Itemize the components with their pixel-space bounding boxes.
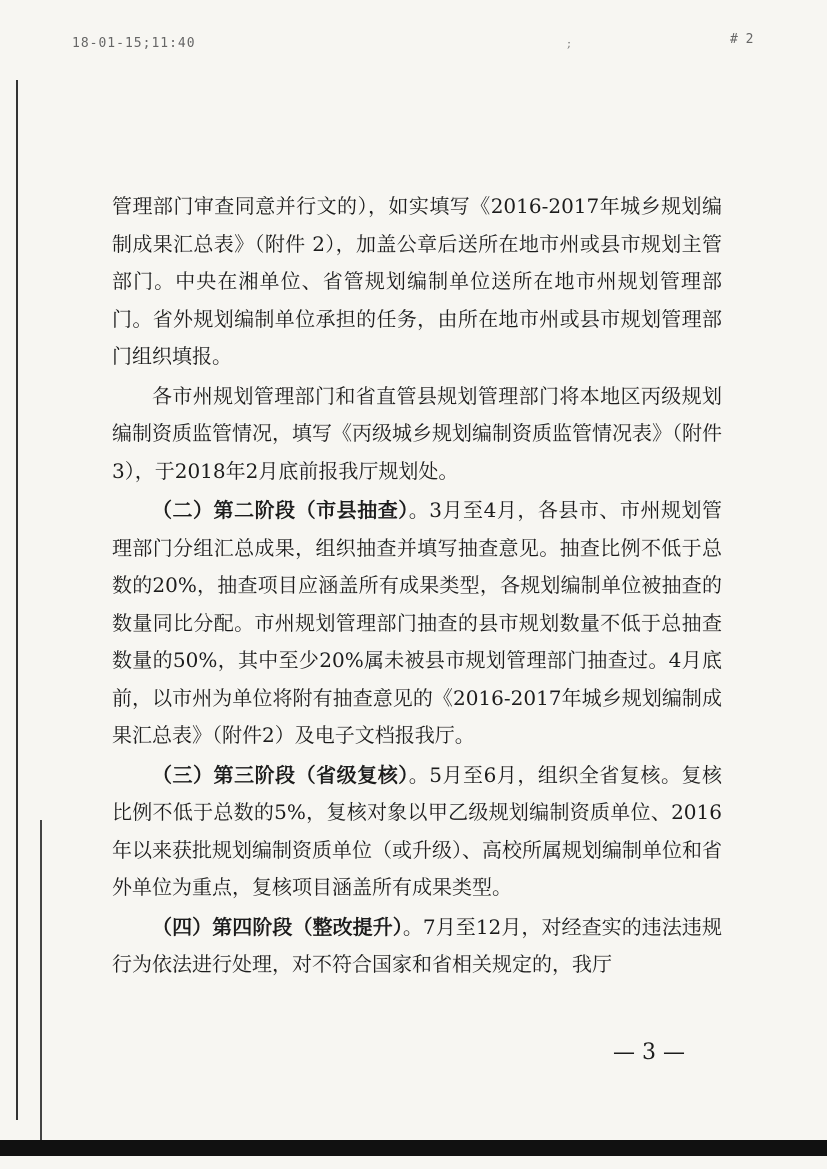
paragraph-city-supervision	[112, 378, 722, 491]
fax-page-marker: # 2	[730, 32, 754, 47]
paragraph-text: 各市州规划管理部门和省直管县规划管理部门将本地区丙级规划编制资质监管情况，填写《丙级城乡规划编制资质监管情况表》（附件3），于2018年2月底前报我厅规划处。	[112, 383, 722, 483]
fax-header-mark: ;	[567, 36, 572, 50]
paragraph-text: 管理部门审查同意并行文的），如实填写《2016-2017年城乡规划编制成果汇总表》（附件 2），加盖公章后送所在地市州或县市规划主管部门。中央在湘单位、省管规划编制单位送所在地市州规划管理部门。省外规划编制单位承担的任务，由所在地市州或县市规划管理部门组织填报。	[112, 194, 722, 368]
scan-bottom-edge	[0, 1140, 827, 1156]
paragraph-stage-three	[112, 757, 722, 907]
document-body	[112, 188, 722, 984]
scan-edge-line	[16, 80, 18, 1120]
stage-heading: （三）第三阶段（省级复核）	[152, 762, 409, 787]
page-number: — 3 —	[613, 1040, 685, 1065]
paragraph-stage-two	[112, 492, 722, 755]
stage-heading: （二）第二阶段（市县抽查）	[152, 498, 409, 522]
scan-edge-line-lower	[40, 820, 42, 1140]
paragraph-text: 。7月至12月，对经查实的违法违规行为依法进行处理，对不符合国家和省相关规定的，我厅	[112, 914, 722, 976]
paragraph-text: 。5月至6月，组织全省复核。复核比例不低于总数的5%，复核对象以甲乙级规划编制资质单位、2016年以来获批规划编制资质单位（或升级）、高校所属规划编制单位和省外单位为重点，复核项目涵盖所有成果类型。	[112, 762, 723, 899]
paragraph-text: 。3月至4月，各县市、市州规划管理部门分组汇总成果，组织抽查并填写抽查意见。抽查比例不低于总数的20%，抽查项目应涵盖所有成果类型，各规划编制单位被抽查的数量同比分配。市州规划管理部门抽查的县市规划数量不低于总抽查数量的50%，其中至少20%属未被县市规划管理部门抽查过。4月底前，以市州为单位将附有抽查意见的《2016-2017年城乡规划编制成果汇总表》（附件2）及电子文档报我厅。	[112, 498, 723, 747]
paragraph-stage-four	[112, 909, 722, 984]
stage-heading: （四）第四阶段（整改提升）	[152, 914, 403, 939]
fax-header-timestamp: 18-01-15;11:40	[72, 36, 196, 51]
paragraph-continuation	[112, 188, 722, 376]
